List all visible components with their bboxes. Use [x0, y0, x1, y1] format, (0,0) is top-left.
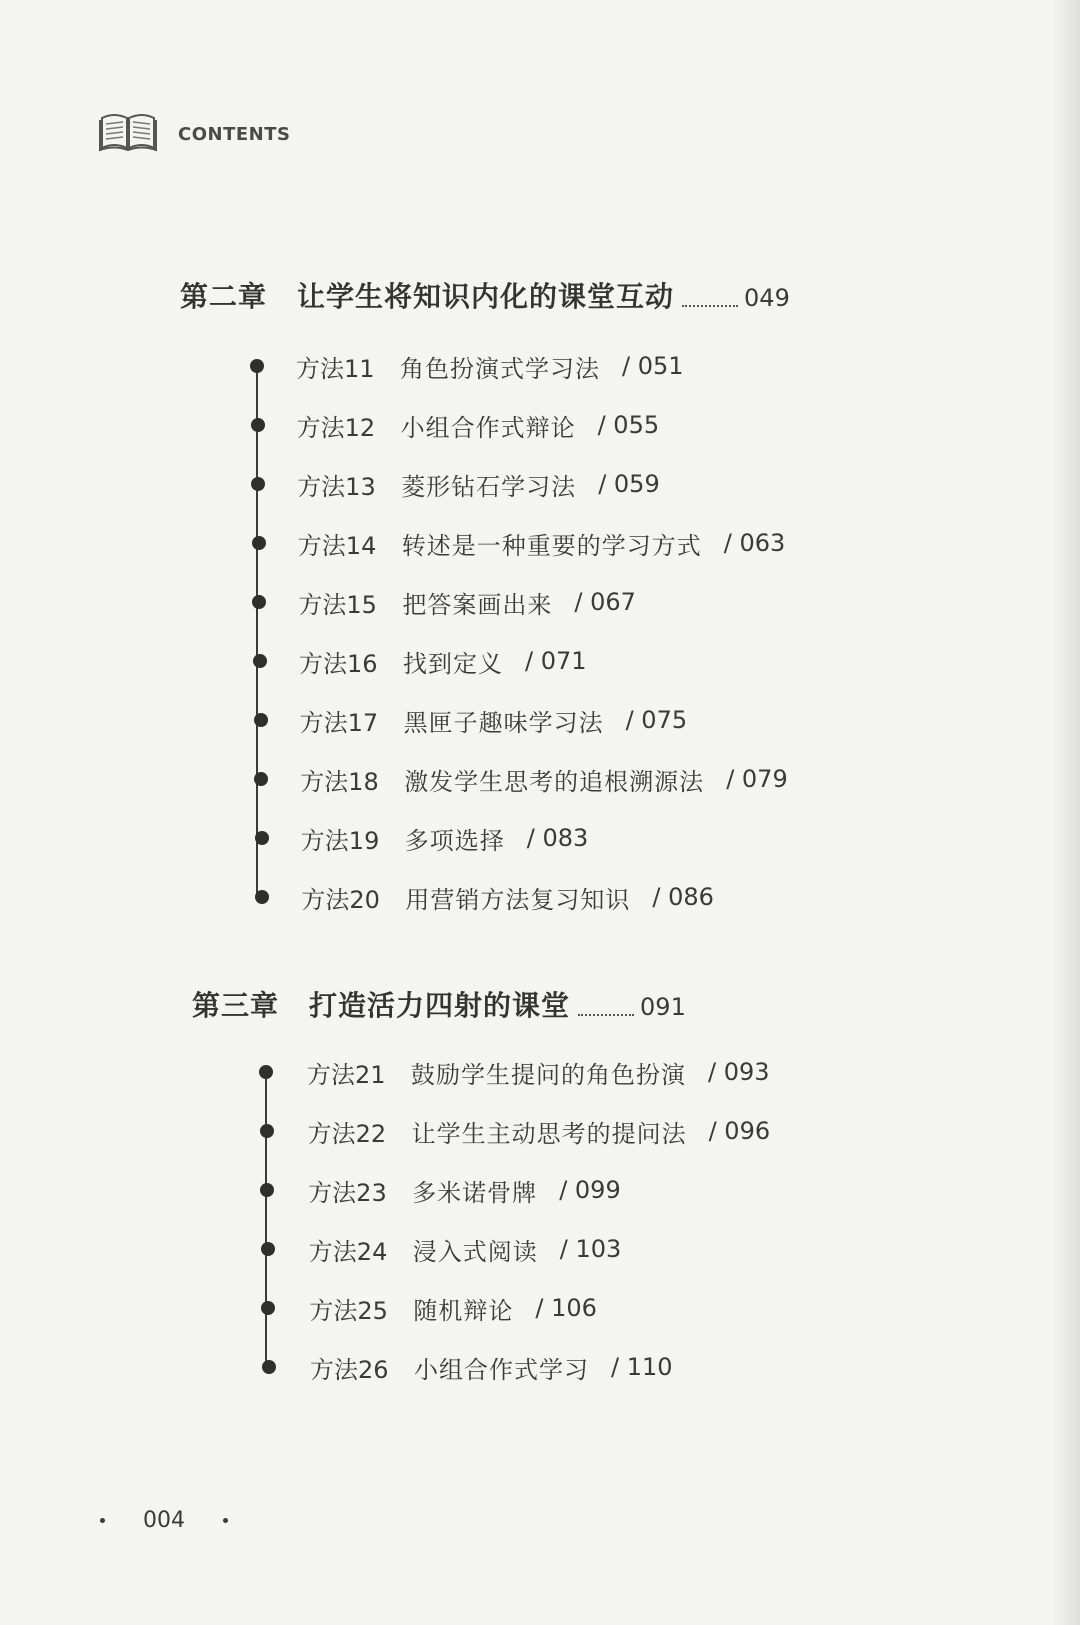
method-number: 方法23 [308, 1178, 387, 1207]
bullet-dot [253, 654, 267, 668]
method-page-number: / 110 [611, 1353, 673, 1381]
bullet-dot [255, 890, 269, 904]
footer-dot-right [223, 1518, 228, 1523]
method-number: 方法17 [299, 708, 379, 737]
method-title: 随机辩论 [413, 1296, 514, 1325]
bullet-dot [250, 359, 264, 373]
contents-header [98, 110, 290, 152]
chapter-number: 第三章 [192, 989, 280, 1022]
method-entry[interactable] [301, 818, 589, 858]
method-entry[interactable] [310, 1347, 673, 1387]
method-entry[interactable] [307, 1052, 770, 1092]
method-title: 浸入式阅读 [412, 1237, 538, 1266]
method-page-number: / 096 [708, 1117, 771, 1145]
method-title: 菱形钻石学习法 [401, 472, 577, 501]
bullet-dot [260, 1183, 274, 1197]
page-footer [100, 1508, 228, 1533]
method-number: 方法14 [297, 531, 377, 560]
method-entry[interactable] [300, 759, 788, 799]
method-entry[interactable] [308, 1111, 771, 1151]
method-title: 多项选择 [404, 826, 505, 855]
bullet-dot [252, 536, 266, 550]
method-number: 方法26 [310, 1355, 389, 1384]
chapter-heading[interactable] [192, 984, 686, 1024]
page-number: 004 [143, 1508, 185, 1533]
method-title: 角色扮演式学习法 [400, 354, 600, 383]
method-page-number: / 083 [526, 824, 589, 852]
method-entry[interactable] [298, 523, 786, 563]
bullet-dot [261, 1242, 275, 1256]
method-number: 方法25 [309, 1296, 388, 1325]
method-page-number: / 051 [622, 352, 684, 380]
method-number: 方法12 [296, 413, 376, 442]
method-title: 找到定义 [403, 649, 503, 678]
method-title: 激发学生思考的追根溯源法 [404, 767, 705, 796]
method-entry[interactable] [297, 464, 660, 504]
timeline-line [265, 1072, 267, 1367]
chapter-page-number: 091 [640, 993, 686, 1021]
bullet-dot [260, 1124, 274, 1138]
bullet-dot [254, 772, 268, 786]
method-title: 小组合作式辩论 [400, 413, 576, 442]
method-number: 方法20 [301, 885, 380, 914]
method-number: 方法22 [307, 1119, 387, 1148]
bullet-dot [262, 1360, 276, 1374]
method-number: 方法21 [307, 1060, 386, 1089]
method-page-number: / 067 [574, 588, 636, 616]
chapter-page-number: 049 [744, 284, 790, 312]
method-entry[interactable] [300, 700, 688, 740]
method-page-number: / 063 [723, 529, 786, 557]
method-page-number: / 106 [535, 1294, 597, 1322]
method-entry[interactable] [309, 1288, 597, 1328]
chapter-title: 让学生将知识内化的课堂互动 [297, 280, 675, 313]
method-number: 方法15 [298, 590, 377, 619]
method-title: 让学生主动思考的提问法 [411, 1119, 687, 1148]
bullet-dot [252, 595, 266, 609]
bullet-dot [254, 713, 268, 727]
method-entry[interactable] [296, 346, 684, 386]
method-number: 方法16 [299, 649, 378, 678]
method-page-number: / 103 [559, 1235, 622, 1263]
method-entry[interactable] [301, 877, 714, 917]
page-gutter-shadow [1052, 0, 1080, 1625]
chapter-title: 打造活力四射的课堂 [309, 989, 571, 1022]
method-number: 方法24 [308, 1237, 388, 1266]
timeline-line [256, 366, 258, 897]
method-entry[interactable] [297, 405, 660, 445]
method-entry[interactable] [308, 1170, 621, 1210]
bullet-dot [261, 1301, 275, 1315]
open-book-icon [98, 110, 158, 152]
method-page-number: / 079 [726, 765, 788, 793]
method-page-number: / 055 [597, 411, 660, 439]
contents-label: CONTENTS [178, 123, 291, 145]
method-page-number: / 071 [525, 647, 587, 675]
method-page-number: / 093 [708, 1058, 770, 1086]
method-entry[interactable] [309, 1229, 622, 1269]
method-number: 方法13 [297, 472, 376, 501]
bullet-dot [251, 477, 265, 491]
method-number: 方法18 [300, 767, 379, 796]
method-number: 方法11 [296, 354, 375, 383]
method-title: 鼓励学生提问的角色扮演 [411, 1060, 686, 1089]
method-number: 方法19 [300, 826, 380, 855]
method-title: 小组合作式学习 [414, 1355, 589, 1384]
bullet-dot [251, 418, 265, 432]
method-title: 转述是一种重要的学习方式 [401, 531, 702, 560]
method-page-number: / 086 [652, 883, 714, 911]
leader-dots [578, 1014, 634, 1016]
method-entry[interactable] [299, 641, 587, 681]
method-page-number: / 099 [559, 1176, 621, 1204]
leader-dots [682, 305, 738, 307]
footer-dot-left [100, 1518, 105, 1523]
method-title: 多米诺骨牌 [412, 1178, 538, 1207]
bullet-dot [259, 1065, 273, 1079]
method-title: 黑匣子趣味学习法 [403, 708, 604, 737]
method-page-number: / 075 [625, 706, 688, 734]
method-entry[interactable] [298, 582, 636, 622]
chapter-heading[interactable] [180, 275, 790, 315]
method-page-number: / 059 [598, 470, 660, 498]
bullet-dot [255, 831, 269, 845]
method-title: 用营销方法复习知识 [405, 885, 631, 914]
method-title: 把答案画出来 [402, 590, 553, 619]
chapter-number: 第二章 [180, 280, 268, 313]
